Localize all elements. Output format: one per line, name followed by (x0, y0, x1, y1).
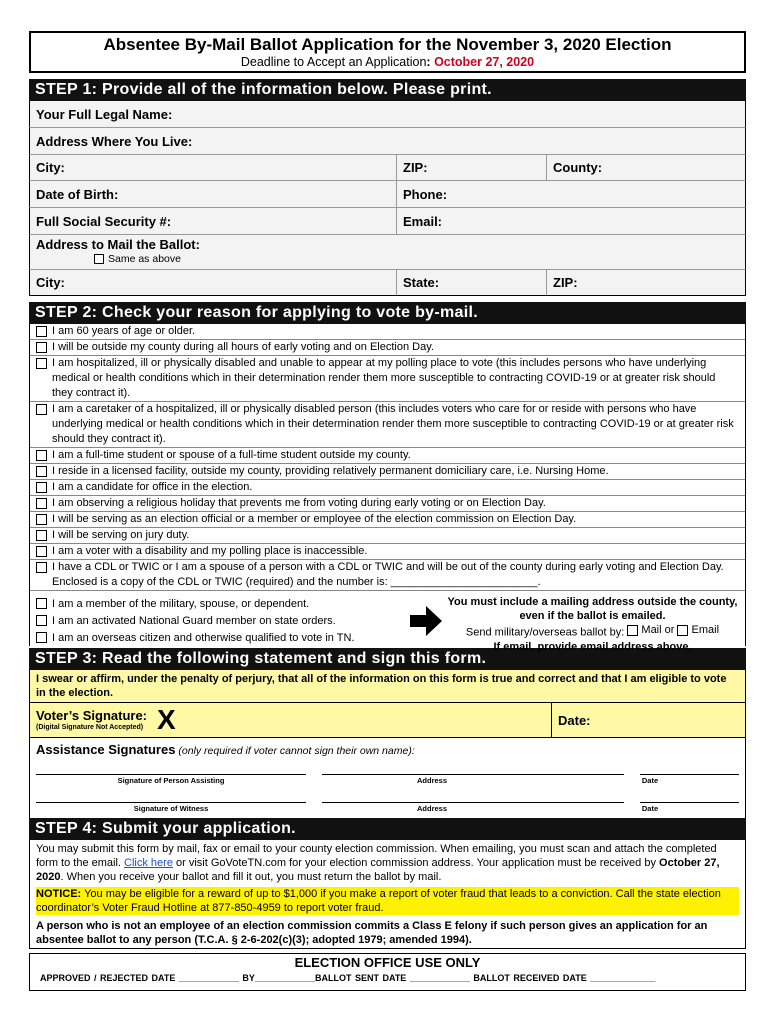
felony-warning: A person who is not an employee of an election commission commits a Class E felony if such person gives an application for an absentee ballot to any person (T.C.A. § 2-6-202(c)(3); adopted 1979; amended 1994). (29, 917, 746, 949)
oath-statement: I swear or affirm, under the penalty of perjury, that all of the information on this form is true and correct and that I am eligible to vote in the election. (29, 670, 746, 702)
reason-checkbox[interactable] (36, 450, 47, 461)
witness-date-caption: Date (641, 804, 659, 813)
reason-checkbox[interactable] (36, 514, 47, 525)
reason-checkbox[interactable] (36, 498, 47, 509)
mail-checkbox[interactable] (627, 625, 638, 636)
signature-x-mark: X (157, 704, 176, 735)
reason-checkbox[interactable] (36, 358, 47, 369)
reason-text: I am 60 years of age or older. (52, 325, 196, 337)
mail-state-field[interactable]: State: (397, 270, 547, 295)
notice-text: You may be eligible for a reward of up to $1,000 if you make a report of voter fraud that leads to a conviction. Call the state election coordinator’s Voter Fraud Hotline at 877-850-4959 to report voter fraud. (36, 888, 721, 914)
reason-item (30, 480, 745, 496)
deadline-line (31, 55, 744, 70)
reason-checkbox[interactable] (36, 482, 47, 493)
address-label: Address Where You Live: (36, 133, 193, 149)
step2-heading: STEP 2: Check your reason for applying to vote by-mail. (29, 302, 746, 324)
same-as-above (94, 253, 739, 265)
military-list (36, 595, 406, 646)
city-zip-county-row (29, 155, 746, 181)
mail-zip-field[interactable]: ZIP: (553, 275, 578, 290)
deadline-colon: : (426, 55, 431, 69)
military-text: I am a member of the military, spouse, or dependent. (52, 597, 310, 610)
submit-text (36, 842, 739, 884)
assist-signature-caption: Signature of Person Assisting (117, 776, 225, 785)
assist-address-caption: Address (416, 776, 447, 785)
county-field[interactable]: County: (553, 160, 603, 175)
reason-item (30, 512, 745, 528)
reason-checkbox[interactable] (36, 326, 47, 337)
reason-text: I am hospitalized, ill or physically disabled and unable to appear at my polling place to vote (this includes persons who have underlying medical or health conditions which in their determination render them more susceptible to contracting COVID-19 or at greater risk should they contract it). (52, 357, 716, 399)
application-form (29, 31, 746, 991)
same-as-above-label: Same as above (108, 253, 181, 265)
ssn-field[interactable]: Full Social Security #: (30, 208, 397, 234)
mail-address-field[interactable] (29, 235, 746, 270)
city-field[interactable]: City: (30, 155, 397, 180)
reason-item (30, 528, 745, 544)
ssn-email-row (29, 208, 746, 235)
reason-checkbox[interactable] (36, 530, 47, 541)
mail-address-label: Address to Mail the Ballot: (36, 237, 200, 252)
reason-item (30, 544, 745, 560)
military-note-mailing: You must include a mailing address outside the county, even if the ballot is emailed. (447, 596, 738, 622)
witness-address-caption: Address (416, 804, 447, 813)
email-field[interactable]: Email: (403, 213, 443, 229)
military-text: I am an overseas citizen and otherwise qualified to vote in TN. (52, 631, 355, 644)
reason-text: I will be outside my county during all hours of early voting and on Election Day. (52, 341, 434, 353)
reason-item (30, 402, 745, 448)
election-office-box (29, 953, 746, 991)
submit-text-2: or visit GoVoteTN.com for your election commission address. Your application must be received by (172, 857, 660, 869)
military-section (29, 591, 746, 653)
send-by-label: Send military/overseas ballot by: (465, 626, 625, 639)
phone-field[interactable]: Phone: (403, 186, 448, 202)
full-name-label: Your Full Legal Name: (36, 106, 173, 122)
military-checkbox[interactable] (36, 615, 47, 626)
step4-heading: STEP 4: Submit your application. (29, 818, 746, 840)
assistance-heading-text: Assistance Signatures (36, 742, 176, 757)
military-note-email: If email, provide email address above. (493, 640, 692, 653)
witness-signature-line[interactable] (36, 802, 306, 803)
reason-text: I have a CDL or TWIC or I am a spouse of a person with a CDL or TWIC and will be out of the county during early voting and Election Day. Enclosed is a copy of the CDL or TWIC (required) and the number is: ________________________. (52, 561, 724, 588)
reason-item (30, 324, 745, 340)
office-title: ELECTION OFFICE USE ONLY (294, 955, 481, 970)
reason-checkbox[interactable] (36, 404, 47, 415)
deadline-label: Deadline to Accept an Application (240, 55, 427, 69)
signature-row (29, 702, 746, 738)
reason-text: I am a voter with a disability and my polling place is inaccessible. (52, 545, 368, 557)
full-name-field[interactable] (29, 101, 746, 128)
reason-checkbox[interactable] (36, 546, 47, 557)
signature-date-field[interactable]: Date: (558, 712, 591, 728)
step3-heading: STEP 3: Read the following statement and sign this form. (29, 648, 746, 670)
form-title: Absentee By-Mail Ballot Application for the November 3, 2020 Election (103, 35, 672, 54)
reason-text: I am a candidate for office in the election. (52, 481, 253, 493)
military-send-by (446, 623, 739, 640)
military-item (36, 595, 406, 612)
witness-address-line[interactable] (322, 802, 624, 803)
assist-date-caption: Date (641, 776, 659, 785)
submit-instructions (29, 840, 746, 917)
step1-heading: STEP 1: Provide all of the information below. Please print. (29, 79, 746, 101)
military-text: I am an activated National Guard member on state orders. (52, 614, 336, 627)
mail-option-label: Mail or (641, 624, 675, 636)
reason-item (30, 340, 745, 356)
submit-text-3: . When you receive your ballot and fill it out, you must return the ballot by mail. (60, 871, 442, 883)
reason-list (29, 324, 746, 591)
reason-item (30, 356, 745, 402)
reason-text: I am a full-time student or spouse of a full-time student outside my county. (52, 449, 411, 461)
address-field[interactable] (29, 128, 746, 155)
military-item (36, 612, 406, 629)
same-as-above-checkbox[interactable] (94, 254, 104, 264)
voter-fraud-notice (36, 887, 739, 915)
military-checkbox[interactable] (36, 632, 47, 643)
reason-checkbox[interactable] (36, 562, 47, 573)
reason-text: I am a caretaker of a hospitalized, ill or physically disabled person (this includes voters who care for or reside with persons who have underlying medical or health conditions which in their determination render them more susceptible to contracting COVID-19 or at greater risk should they contract it). (52, 403, 734, 445)
reason-checkbox[interactable] (36, 466, 47, 477)
witness-date-line[interactable] (640, 802, 739, 803)
dob-phone-row (29, 181, 746, 208)
deadline-date: October 27, 2020 (434, 55, 535, 69)
reason-text: I reside in a licensed facility, outside my county, providing relatively permanent domiciliary care, i.e. Nursing Home. (52, 465, 609, 477)
office-fields: APPROVED / REJECTED DATE ____________ BY____________BALLOT SENT DATE ____________ BALLOT RECEIVED DATE _____________ (40, 973, 656, 983)
witness-signature-caption: Signature of Witness (133, 804, 209, 813)
military-note (446, 595, 739, 653)
reason-item (30, 464, 745, 480)
signature-label-group (36, 709, 147, 732)
email-checkbox[interactable] (677, 625, 688, 636)
reason-text: I will be serving on jury duty. (52, 529, 190, 541)
assistance-heading (36, 742, 739, 757)
received-date: October 27, 2020 (36, 857, 720, 883)
submit-text-1: You may submit this form by mail, fax or email to your county election commission. When emailing, you must scan and attach the completed form to the email. (36, 843, 717, 869)
assist-address-line[interactable] (322, 774, 624, 775)
click-here-link[interactable]: Click here (124, 857, 173, 869)
assist-date-line[interactable] (640, 774, 739, 775)
assistance-heading-note: (only required if voter cannot sign their own name): (175, 745, 415, 757)
mail-city-field[interactable]: City: (30, 270, 397, 295)
reason-text: I am observing a religious holiday that prevents me from voting during early voting or on Election Day. (52, 497, 546, 509)
assist-signature-line[interactable] (36, 774, 306, 775)
reason-item (30, 560, 745, 591)
voter-signature-field[interactable] (30, 703, 552, 737)
email-option-label: Email (691, 624, 720, 636)
reason-checkbox[interactable] (36, 342, 47, 353)
reason-text: I will be serving as an election official or a member or employee of the election commission on Election Day. (52, 513, 577, 525)
military-checkbox[interactable] (36, 598, 47, 609)
military-item (36, 629, 406, 646)
voter-signature-label: Voter’s Signature: (36, 707, 148, 723)
title-box (29, 31, 746, 73)
assistance-signatures (29, 738, 746, 818)
right-arrow-icon (406, 595, 446, 646)
dob-field[interactable]: Date of Birth: (30, 181, 397, 207)
digital-signature-note: (Digital Signature Not Accepted) (36, 723, 144, 731)
zip-field[interactable]: ZIP: (397, 155, 547, 180)
notice-label: NOTICE: (36, 888, 82, 900)
reason-item (30, 496, 745, 512)
reason-item (30, 448, 745, 464)
mail-city-state-zip-row (29, 270, 746, 296)
